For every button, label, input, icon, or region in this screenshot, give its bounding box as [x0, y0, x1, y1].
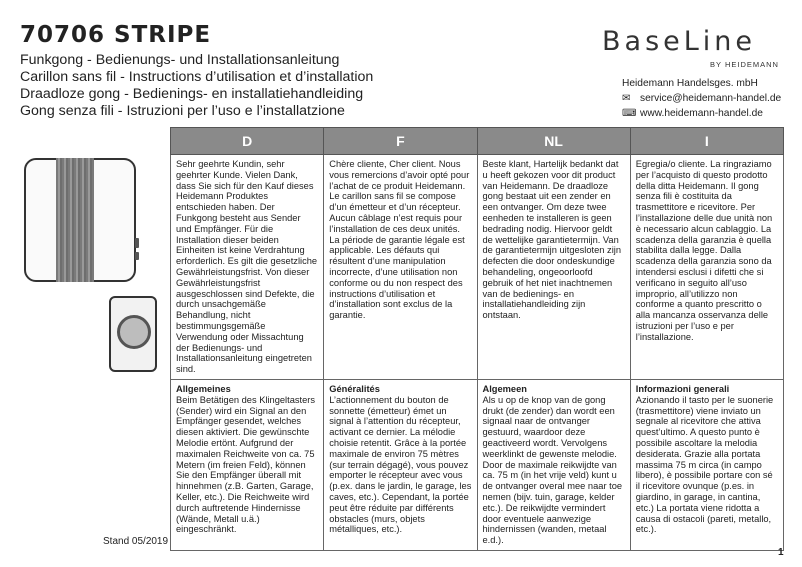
brand-logo	[602, 26, 779, 69]
receiver-side-button	[135, 252, 139, 260]
push-button	[117, 315, 151, 349]
subtitle-list	[20, 52, 373, 120]
column-header-de: D	[171, 128, 324, 155]
section-title: Allgemeines	[176, 383, 231, 394]
doorbell-button-image	[109, 296, 157, 372]
envelope-icon: ✉	[622, 93, 631, 104]
subtitle-nl: Draadloze gong - Bedienings- en installatiehandleiding	[20, 86, 364, 102]
document-title: 70706 STRIPE	[20, 22, 212, 48]
globe-icon: ⌨	[622, 108, 637, 119]
column-header-fr: F	[324, 128, 477, 155]
section-text: L’actionnement du bouton de sonnette (émetteur) émet un signal à l’attention du récepteur, activant ce dernier. La mélodie choisie retentit. Grâce à la portée maximale de environ 75 mètres (sur terrain dégagé), vous pouvez emporter le récepteur avec vous (p.ex. dans le jardin, le garage, les caves, etc.). Cependant, la portée peut être réduite par différents obstacles (murs, objets métalliques, etc.).	[329, 394, 472, 535]
receiver-stripe	[56, 158, 94, 282]
general-section-de	[171, 379, 324, 550]
logo-text: BaseLine	[602, 26, 757, 57]
revision-date: Stand 05/2019	[103, 536, 169, 547]
contact-block	[622, 76, 781, 121]
intro-text-de: Sehr geehrte Kundin, sehr geehrter Kunde. Vielen Dank, dass Sie sich für den Kauf dieses Heidemann Produktes entschieden haben. Der Funkgong besteht aus Sender und Empfänger. Für die Installation dieser beiden Einheiten ist keine Verdrahtung erforderlich. Es gilt die gesetzliche Gewährleistungsfrist. Von dieser Gewährleistungsfrist ausgeschlossen sind Defekte, die durch unsachgemäße Behandlung, nicht bestimmungsgemäße Verwendung oder Missachtung der Bedienungs- und Installationsanleitung eingetreten sind.	[171, 155, 324, 380]
intro-text-nl: Beste klant, Hartelijk bedankt dat u heeft gekozen voor dit product van Heidemann. De draadloze gong bestaat uit een zender en een ontvanger. Om deze twee eenheden te installeren is geen bedrading nodig. Hiervoor geldt de wettelijke garantietermijn. Van de garantietermijn uitgesloten zijn defecten die door ondeskundige behandeling, ongeoorloofd gebruik of het niet inachtnemen van de bedienings- en installatiehandleiding zijn ontstaan.	[477, 155, 630, 380]
doorbell-receiver-image	[24, 158, 136, 282]
logo-subtext: BY HEIDEMANN	[710, 60, 779, 69]
language-columns	[170, 127, 784, 551]
web-row[interactable]	[622, 106, 781, 121]
section-title: Informazioni generali	[635, 383, 730, 394]
section-text: Als u op de knop van de gong drukt (de zender) dan wordt een signaal naar de ontvanger gestuurd, waardoor deze geactiveerd wordt. Vervolgens weerklinkt de gewenste melodie. Door de maximale reikwijdte van ca. 75 m (in het vrije veld) kunt u de ontvanger overal mee naar toe nemen (bijv. tuin, garage, kelder etc.). De reikwijdte vermindert door eventuele aanwezige hindernissen (wanden, metaal e.d.).	[482, 394, 623, 546]
column-header-it: I	[630, 128, 783, 155]
subtitle-it: Gong senza fili - Istruzioni per l’uso e l’installatzione	[20, 103, 345, 119]
section-text: Beim Betätigen des Klingeltasters (Sender) wird ein Signal an den Empfänger gesendet, welches diesen aktiviert. Die gewünschte Melodie ertönt. Aufgrund der maximalen Reichweite von ca. 75 Metern (im freien Feld), können Sie den Empfänger überall mit hinnehmen (z.B. Garten, Garage, Keller, etc.). Die Reichweite wird durch auftretende Hindernisse (Wände, Metall u.ä.) eingeschränkt.	[176, 394, 316, 535]
section-title: Algemeen	[482, 383, 527, 394]
section-title: Généralités	[329, 383, 380, 394]
subtitle-fr: Carillon sans fil - Instructions d’utilisation et d’installation	[20, 69, 374, 85]
website-link[interactable]: www.heidemann-handel.de	[640, 108, 763, 119]
company-name: Heidemann Handelsges. mbH	[622, 78, 758, 89]
subtitle-de: Funkgong - Bedienungs- und Installationsanleitung	[20, 52, 340, 68]
general-section-fr	[324, 379, 477, 550]
email-row[interactable]	[622, 91, 781, 106]
intro-text-fr: Chère cliente, Cher client. Nous vous remercions d’avoir opté pour l’achat de ce produit Heidemann. Le carillon sans fil se compose d’un émetteur et d’un récepteur. Aucun câblage n’est requis pour l’installation de ces deux unités. La période de garantie légale est applicable. Les défauts qui résultent d’une manipulation incorrecte, d’une utilisation non conforme ou du non respect des instructions d’utilisation et d’installation sont exclus de la garantie.	[324, 155, 477, 380]
email-link[interactable]: service@heidemann-handel.de	[640, 93, 782, 104]
general-section-nl	[477, 379, 630, 550]
section-text: Azionando il tasto per le suonerie (trasmettitore) viene inviato un segnale al ricevitore che attiva quest’ultimo. A questo punto è possibile ascoltare la melodia desiderata. Grazie alla portata massima 75 m circa (in campo libero), è possibile portare con sé il ricevitore ovunque (p.es. in giardino, in garage, in cantina, etc.) La portata viene ridotta a causa di ostacoli (pareti, metallo, etc.).	[635, 394, 774, 535]
page-number: 1	[778, 547, 784, 558]
receiver-side-button	[135, 238, 139, 248]
column-header-nl: NL	[477, 128, 630, 155]
intro-text-it: Egregia/o cliente. La ringraziamo per l’acquisto di questo prodotto della ditta Heidemann. Il gong senza fili è costituita da trasmettitore e ricevitore. Per l’installazione delle due unità non è necessario alcun cablaggio. La scadenza della garanzia è quella stabilita dalla legge. Dalla scadenza della garanzia sono da intendersi esclusi i difetti che si verificano in seguito all’uso improprio, all’utilizzo non conforme a quanto prescritto o alla mancanza osservanza delle istruzioni per l’uso e per l’installazione.	[630, 155, 783, 380]
general-section-it	[630, 379, 783, 550]
